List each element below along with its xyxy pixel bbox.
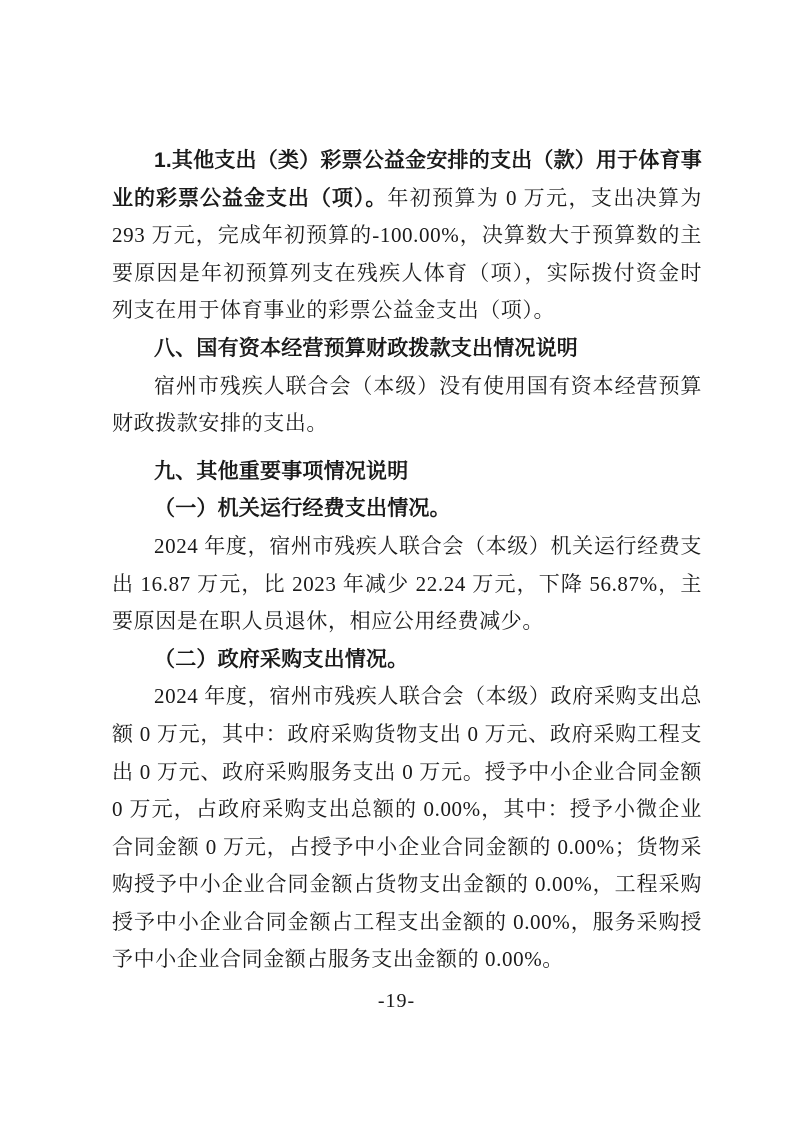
heading-section-9-other-matters: 九、其他重要事项情况说明 bbox=[154, 459, 409, 483]
heading-section-8-state-capital: 八、国有资本经营预算财政拨款支出情况说明 bbox=[154, 336, 578, 360]
heading-section-9-1-operating-costs: （一）机关运行经费支出情况。 bbox=[154, 497, 451, 521]
page-number: -19- bbox=[377, 990, 416, 1012]
paragraph-section-9-1-body: 2024 年度，宿州市残疾人联合会（本级）机关运行经费支出 16.87 万元，比 2023 年减少 22.24 万元，下降 56.87%，主要原因是在职人员退休，相应公用经费减少。 bbox=[112, 533, 702, 634]
paragraph-section-9-2-body: 2024 年度，宿州市残疾人联合会（本级）政府采购支出总额 0 万元，其中：政府采购货物支出 0 万元、政府采购工程支出 0 万元、政府采购服务支出 0 万元。授予中小企业合同金额 0 万元，占政府采购支出总额的 0.00%，其中：授予小微企业合同金额 0 万元，占授予中小企业合同金额的 0.00%；货物采购授予中小企业合同金额占货物支出金额的 0.00%，工程采购授予中小企业合同金额占工程支出金额的 0.00%，服务采购授予中小企业合同金额占服务支出金额的 0.00%。 bbox=[112, 684, 702, 972]
paragraph-section-8-body: 宿州市残疾人联合会（本级）没有使用国有资本经营预算财政拨款安排的支出。 bbox=[112, 373, 702, 436]
document-content bbox=[112, 142, 702, 979]
paragraph-lottery-expenditure-lead: 1.其他支出（类）彩票公益金安排的支出（款）用于体育事业的彩票公益金支出（项）。 bbox=[112, 149, 702, 210]
paragraph-lottery-expenditure bbox=[112, 142, 702, 330]
paragraph-lottery-expenditure-body: 年初预算为 0 万元，支出决算为 293 万元，完成年初预算的-100.00%，决算数大于预算数的主要原因是年初预算列支在残疾人体育（项），实际拨付资金时列支在用于体育事业的彩票公益金支出（项）。 bbox=[112, 185, 702, 323]
heading-section-9-2-procurement: （二）政府采购支出情况。 bbox=[154, 647, 409, 671]
